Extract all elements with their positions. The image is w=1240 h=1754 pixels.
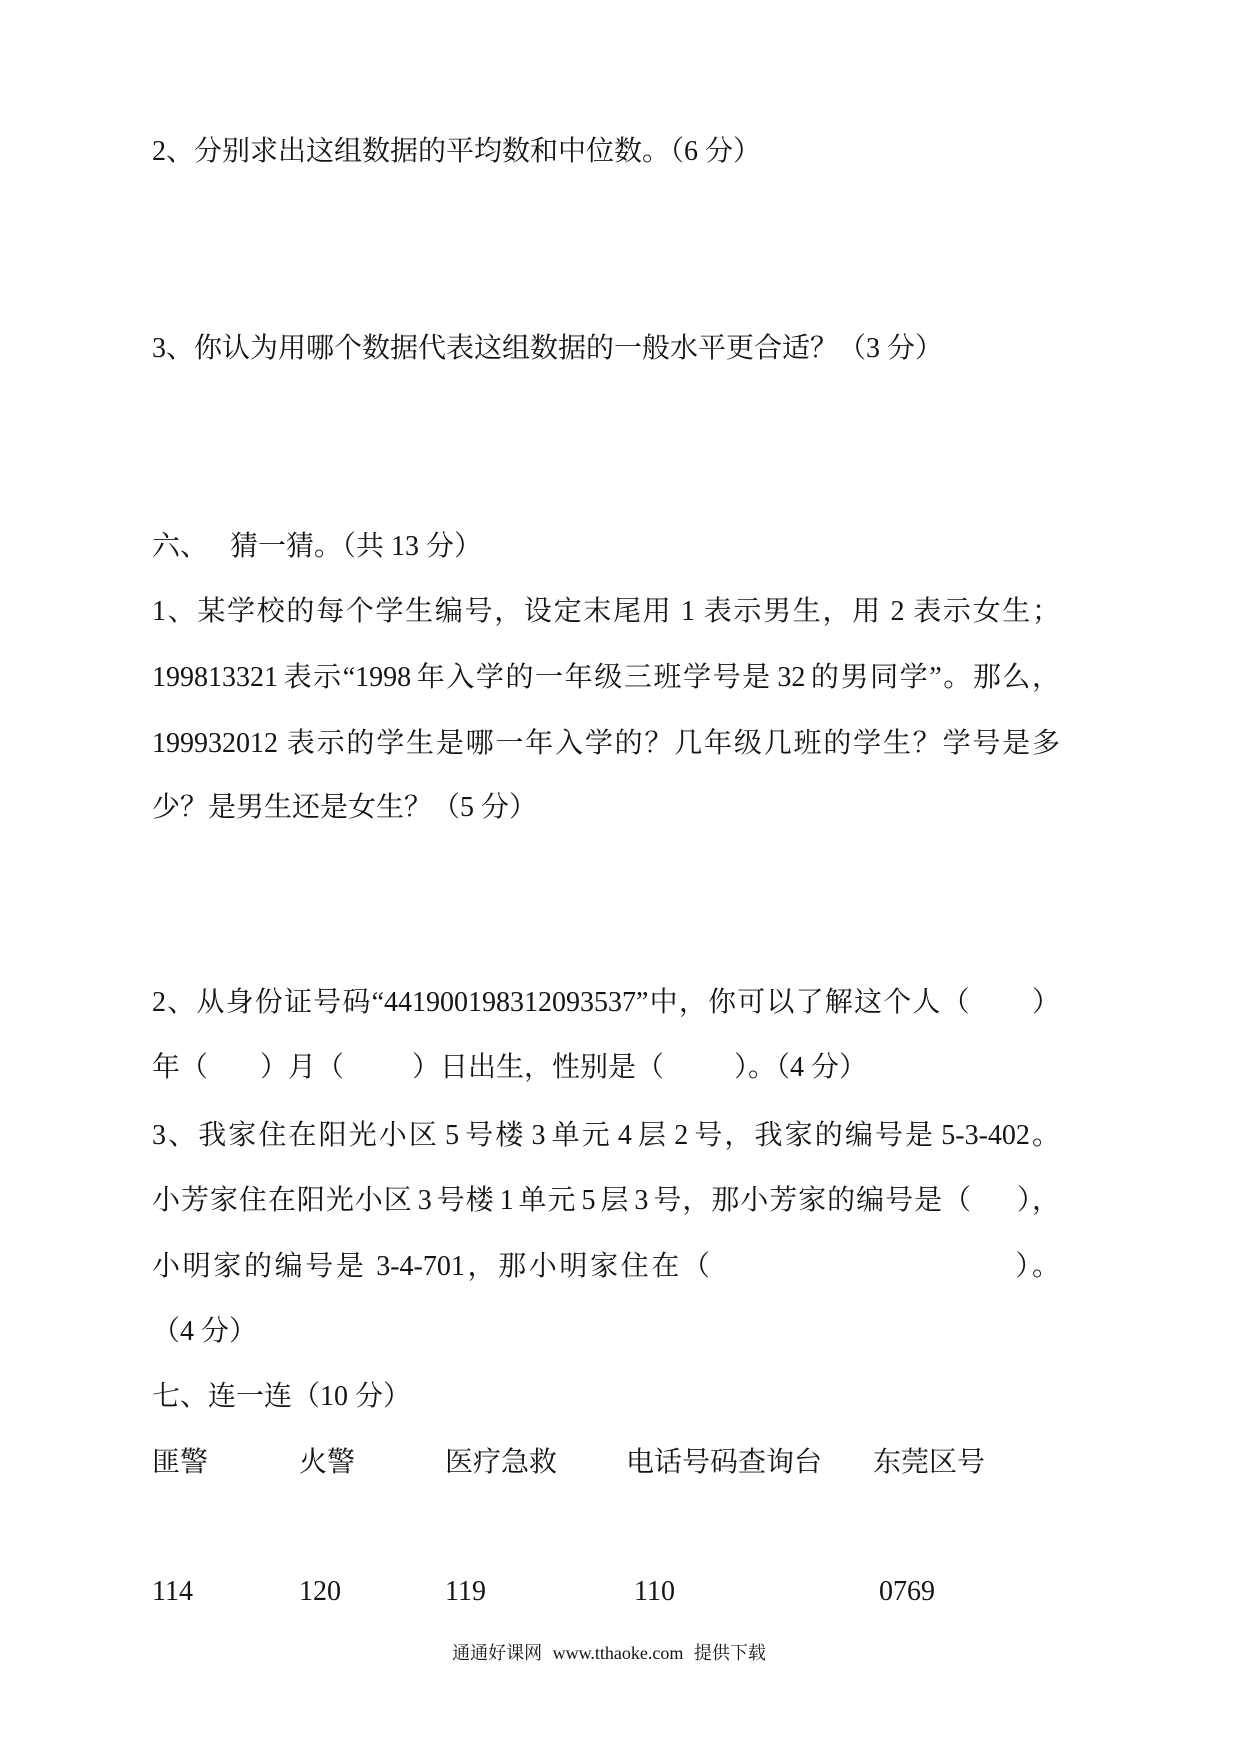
number-item: 114 — [152, 1576, 193, 1607]
number-item: 120 — [299, 1576, 341, 1607]
section6-q3-line-1: 3、我家住在阳光小区 5 号楼 3 单元 4 层 2 号，我家的编号是 5-3-402。 — [152, 1120, 1060, 1151]
year-label: 年（ — [152, 1052, 209, 1083]
xiaofang-question-text: 小芳家住在阳光小区 3 号楼 1 单元 5 层 3 号，那小芳家的编号是（ — [152, 1185, 973, 1216]
section6-q1-line-3: 199932012 表示的学生是哪一年入学的？几年级几班的学生？学号是多 — [152, 728, 1060, 759]
section6-q2-line-1 — [152, 983, 1060, 1023]
section6-title: 猜一猜。（共 13 分） — [230, 531, 483, 562]
section6-heading — [152, 527, 1060, 567]
close-paren: ） — [1030, 987, 1060, 1018]
gender-blank — [664, 1069, 734, 1070]
label-directory: 电话号码查询台 — [626, 1447, 823, 1478]
page-footer: 通通好课网 www.tthaoke.com 提供下载 — [452, 1643, 766, 1663]
question-average-median: 2、分别求出这组数据的平均数和中位数。（6 分） — [152, 136, 762, 167]
answer-blank — [971, 1004, 1031, 1005]
day-gender-label: ）日出生，性别是（ — [412, 1052, 665, 1083]
section6-q1-line-4: 少？是男生还是女生？（5 分） — [152, 792, 538, 823]
number-item: 0769 — [879, 1576, 935, 1607]
section6-q3-line-3 — [152, 1247, 1060, 1287]
section6-q1-line-1: 1、某学校的每个学生编号，设定末尾用 1 表示男生，用 2 表示女生； — [152, 596, 1060, 627]
close-paren: ）， — [1016, 1185, 1060, 1216]
label-medical: 医疗急救 — [445, 1447, 558, 1478]
label-police: 匪警 — [152, 1447, 209, 1478]
close-paren: ）。 — [1012, 1251, 1060, 1282]
section6-q3-score: （4 分） — [152, 1316, 258, 1347]
month-label: ）月（ — [260, 1052, 345, 1083]
section6-q2-line-2 — [152, 1048, 1060, 1088]
xiaoming-question-text: 小明家的编号是 3-4-701，那小明家住在（ — [152, 1251, 713, 1282]
month-blank — [344, 1069, 412, 1070]
section6-q1-line-2: 199813321 表示“1998 年入学的一年级三班学号是 32 的男同学”。那么， — [152, 662, 1060, 693]
label-fire: 火警 — [299, 1447, 356, 1478]
question-representative-value: 3、你认为用哪个数据代表这组数据的一般水平更合适？（3 分） — [152, 333, 944, 364]
score-label: ）。（4 分） — [734, 1052, 868, 1083]
section6-q3-line-2 — [152, 1181, 1060, 1221]
label-area-code: 东莞区号 — [873, 1447, 986, 1478]
number-item: 119 — [445, 1576, 486, 1607]
number-item: 110 — [634, 1576, 675, 1607]
year-blank — [208, 1069, 260, 1070]
section6-number: 六、 — [152, 531, 209, 562]
section7-heading: 七、连一连（10 分） — [152, 1381, 412, 1412]
xiaofang-blank — [972, 1202, 1016, 1203]
id-number-question-text: 2、从身份证号码“441900198312093537”中，你可以了解这个人（ — [152, 987, 971, 1018]
xiaoming-blank — [713, 1268, 1013, 1269]
